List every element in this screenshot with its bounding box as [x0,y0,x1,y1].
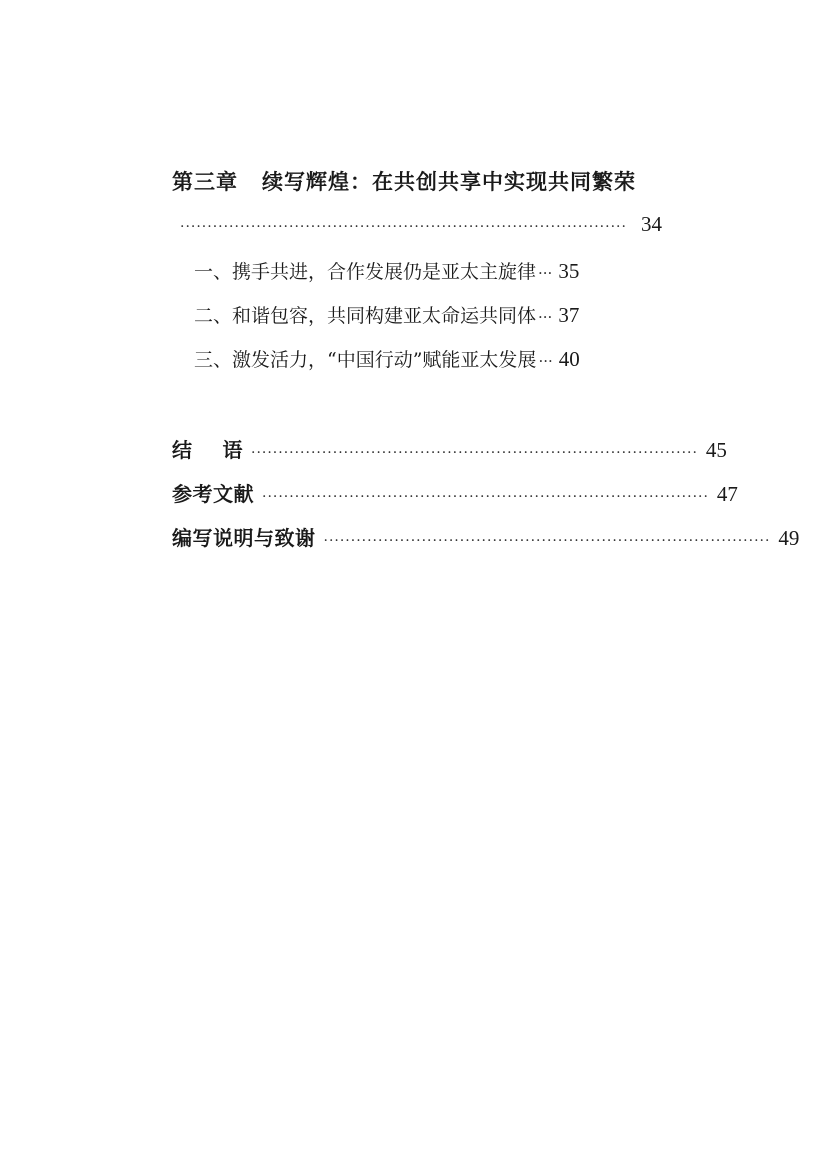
dot-leader: ·················································································· [251,445,698,461]
chapter-heading [172,166,636,196]
dot-leader: ·················································································· [180,219,627,235]
entry-label: 二、和谐包容，共同构建亚太命运共同体 [194,305,537,327]
entry-label: 三、激发活力，“中国行动”赋能亚太发展 [194,349,537,371]
page-number: 35 [558,259,580,283]
toc-entry-section-2[interactable] [194,301,662,331]
page-number: 37 [558,303,580,327]
page-number: 40 [558,347,580,371]
chapter-label: 第三章 [172,170,238,194]
dot-leader: ··· [538,264,553,282]
entry-label: 结 语 [172,438,243,462]
dot-leader: ··· [538,308,553,326]
toc-entry-section-1[interactable] [194,257,662,287]
dot-leader: ·················································································· [323,533,771,549]
dot-leader: ·················································································· [262,489,709,505]
page-number: 49 [778,526,800,550]
toc-entry-references[interactable] [172,478,738,508]
toc-entry-conclusion[interactable] [172,434,727,464]
page-number: 45 [705,438,727,462]
dot-leader: ··· [538,352,553,370]
chapter-page-row[interactable] [180,212,662,242]
toc-entry-section-3[interactable] [194,345,662,375]
chapter-title: 续写辉煌：在共创共享中实现共同繁荣 [262,170,636,194]
entry-label: 编写说明与致谢 [172,526,316,550]
entry-label: 参考文献 [172,482,254,506]
page-number: 47 [716,482,738,506]
toc-entry-acknowledgements[interactable] [172,522,800,552]
page-number: 34 [641,212,662,236]
entry-label: 一、携手共进，合作发展仍是亚太主旋律 [194,261,537,283]
